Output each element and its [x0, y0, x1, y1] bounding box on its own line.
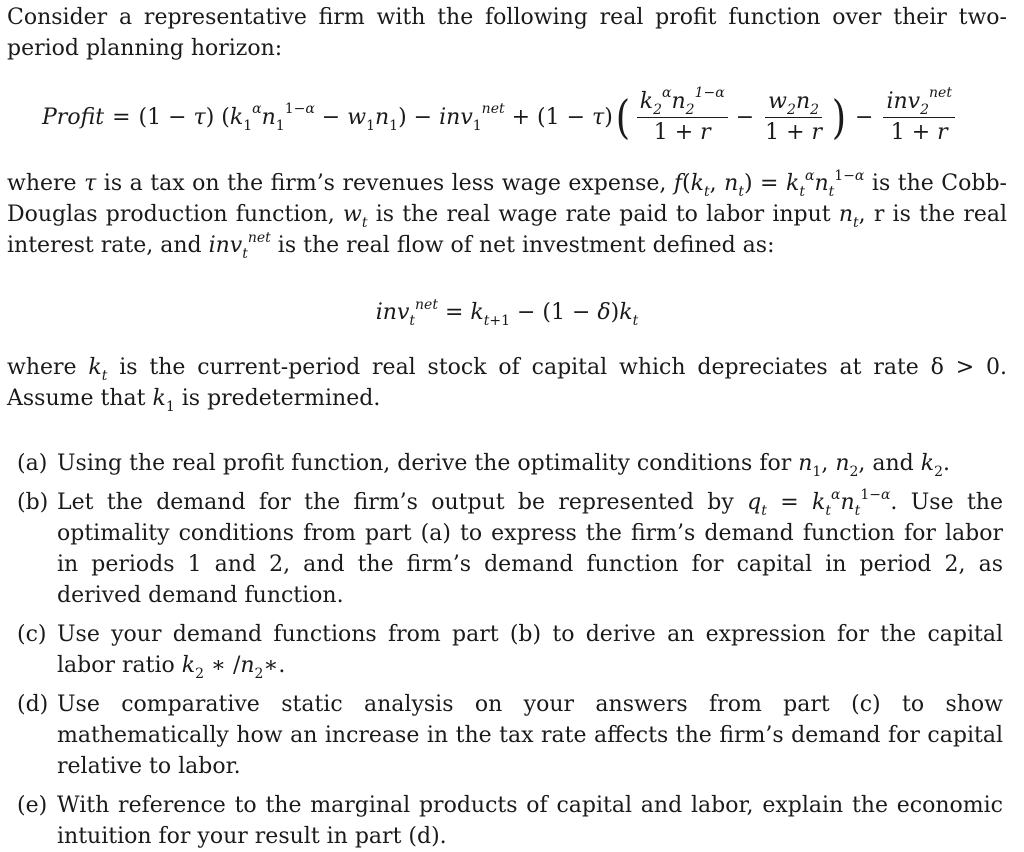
profit-equals: =	[112, 104, 131, 130]
part-a-text: Using the real profit function, derive the optimality conditions for $n_1$, $n_2$, and $k_2$.	[57, 451, 951, 481]
right-big-paren: )	[831, 90, 847, 144]
profit-term-period1: (1 − τ) $(k_1^\alpha n_1^{1-\alpha} - w_1n_1) - inv_1^{net} + (1 - \tau)$	[138, 101, 613, 134]
capital-definition-paragraph: where $k_t$ is the current-period real stock of capital which depreciates at rate δ > 0. Assume that $k_1$ is predetermined.	[7, 355, 1007, 416]
part-b	[7, 487, 1007, 611]
part-d-label: (d)	[17, 692, 49, 717]
part-a	[7, 448, 1007, 479]
part-c	[7, 619, 1007, 681]
part-b-text: Let the demand for the firm’s output be represented by $q_t = k_t^\alpha n_t^{1-\alpha}$. Use the optimality conditions from part (a) to express the firm’s demand function for labor in periods 1 and 2, and the firm’s demand function for capital in period 2, as derived demand function.	[57, 486, 1003, 608]
question-parts-list	[7, 448, 1007, 852]
profit-equation: Profit = (1 − τ) $(k_1^\alpha n_1^{1-\alpha} - w_1n_1) - inv_1^{net} + (1 - \tau)$ ( $\frac{k_2^\alpha n_2^{1-\alpha}}{1 + r}$ − $\frac{w_2n_2}{1 + r}$ ) − $\frac{inv_2^{net}}{1 + r}$	[7, 82, 1007, 152]
part-e	[7, 790, 1007, 852]
part-b-label: (b)	[17, 490, 49, 515]
definitions-paragraph: where τ is a tax on the firm’s revenues less wage expense, $f(k_t$, $n_t) = k_t^\alpha n_t^{1-\alpha}$ is the Cobb-Douglas production function, $w_t$ is the real wage rate paid to labor input $n_t$, r is the real interest rate, and inv$_t^{net}$ is the real flow of net investment defined as:	[7, 167, 1008, 263]
intro-paragraph: Consider a representative firm with the following real profit function over their two-period planning horizon:	[7, 5, 1007, 61]
revenue-fraction: $\frac{k_2^\alpha n_2^{1-\alpha}}{1 + r}$	[637, 89, 728, 146]
wage-fraction: $\frac{w_2n_2}{1 + r}$	[765, 88, 823, 145]
part-a-label: (a)	[17, 451, 48, 476]
part-e-label: (e)	[17, 793, 48, 818]
part-c-text: Use your demand functions from part (b) to derive an expression for the capital labor ratio $k_2$ ∗ $/n_2∗$.	[57, 622, 1003, 683]
part-d	[7, 689, 1007, 782]
part-c-label: (c)	[17, 622, 47, 647]
investment-fraction: $\frac{inv_2^{net}}{1 + r}$	[883, 89, 955, 146]
net-investment-equation: $inv_t^{net} = k_{t+1} - (1 - \delta)k_t$	[375, 296, 639, 330]
profit-lhs: Profit	[42, 104, 105, 130]
part-e-text: With reference to the marginal products of capital and labor, explain the economic intuition for your result in part (d).	[57, 793, 1003, 849]
left-big-paren: (	[615, 90, 630, 144]
part-d-text: Use comparative static analysis on your answers from part (c) to show mathematically how an increase in the tax rate affects the firm’s demand for capital relative to labor.	[57, 692, 1003, 779]
